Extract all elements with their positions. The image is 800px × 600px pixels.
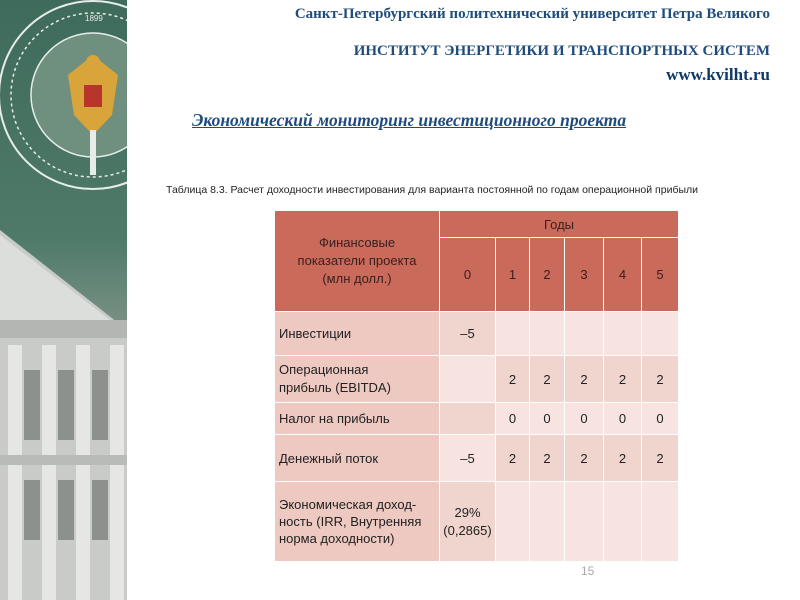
table-row	[275, 403, 679, 435]
cell: –5	[440, 435, 496, 482]
row-label: Налог на прибыль	[275, 403, 440, 435]
page-number: 15	[581, 564, 595, 578]
cell: 0	[496, 403, 530, 435]
cell: –5	[440, 312, 496, 356]
building-and-emblem	[0, 0, 127, 600]
cell: 2	[496, 356, 530, 403]
row-header-cell: Финансовые показатели проекта (млн долл.)	[275, 211, 440, 312]
cell	[496, 482, 530, 562]
cell: 2	[604, 435, 642, 482]
cell: 29% (0,2865)	[440, 482, 496, 562]
row-label: Инвестиции	[275, 312, 440, 356]
institute-name: ИНСТИТУТ ЭНЕРГЕТИКИ И ТРАНСПОРТНЫХ СИСТЕМ	[353, 43, 770, 59]
cell: 2	[642, 356, 679, 403]
cell: 2	[496, 435, 530, 482]
cell	[642, 312, 679, 356]
cell	[565, 482, 604, 562]
years-header: Годы	[440, 211, 679, 238]
cell: 0	[642, 403, 679, 435]
table-row	[275, 482, 679, 562]
cell	[604, 482, 642, 562]
year-header: 1	[496, 238, 530, 312]
table-caption: Таблица 8.3. Расчет доходности инвестирования для варианта постоянной по годам операционной прибыли	[166, 184, 698, 196]
cell	[530, 482, 565, 562]
year-header: 0	[440, 238, 496, 312]
cell	[440, 403, 496, 435]
table-row	[275, 356, 679, 403]
cell: 2	[565, 356, 604, 403]
cell: 2	[565, 435, 604, 482]
website-link[interactable]: www.kvilht.ru	[666, 65, 770, 84]
table-row	[275, 312, 679, 356]
cell: 2	[530, 356, 565, 403]
table-row	[275, 435, 679, 482]
row-label: Экономическая доход-ность (IRR, Внутренняя норма доходности)	[275, 482, 440, 562]
slide-title: Экономический мониторинг инвестиционного проекта	[192, 110, 627, 130]
logo-year: 1899	[85, 14, 103, 23]
cell	[496, 312, 530, 356]
investment-table	[274, 210, 679, 562]
cell: 0	[604, 403, 642, 435]
cell	[530, 312, 565, 356]
cell	[642, 482, 679, 562]
year-header: 2	[530, 238, 565, 312]
year-header: 4	[604, 238, 642, 312]
cell	[565, 312, 604, 356]
cell: 2	[642, 435, 679, 482]
year-header: 3	[565, 238, 604, 312]
cell: 2	[530, 435, 565, 482]
sidebar-decoration	[0, 0, 127, 600]
row-label: Денежный поток	[275, 435, 440, 482]
cell: 2	[604, 356, 642, 403]
cell: 0	[565, 403, 604, 435]
cell: 0	[530, 403, 565, 435]
year-header: 5	[642, 238, 679, 312]
university-seal-icon	[0, 1, 127, 189]
university-name: Санкт-Петербургский политехнический университет Петра Великого	[294, 6, 770, 22]
row-label: Операционная прибыль (EBITDA)	[275, 356, 440, 403]
cell	[440, 356, 496, 403]
cell	[604, 312, 642, 356]
